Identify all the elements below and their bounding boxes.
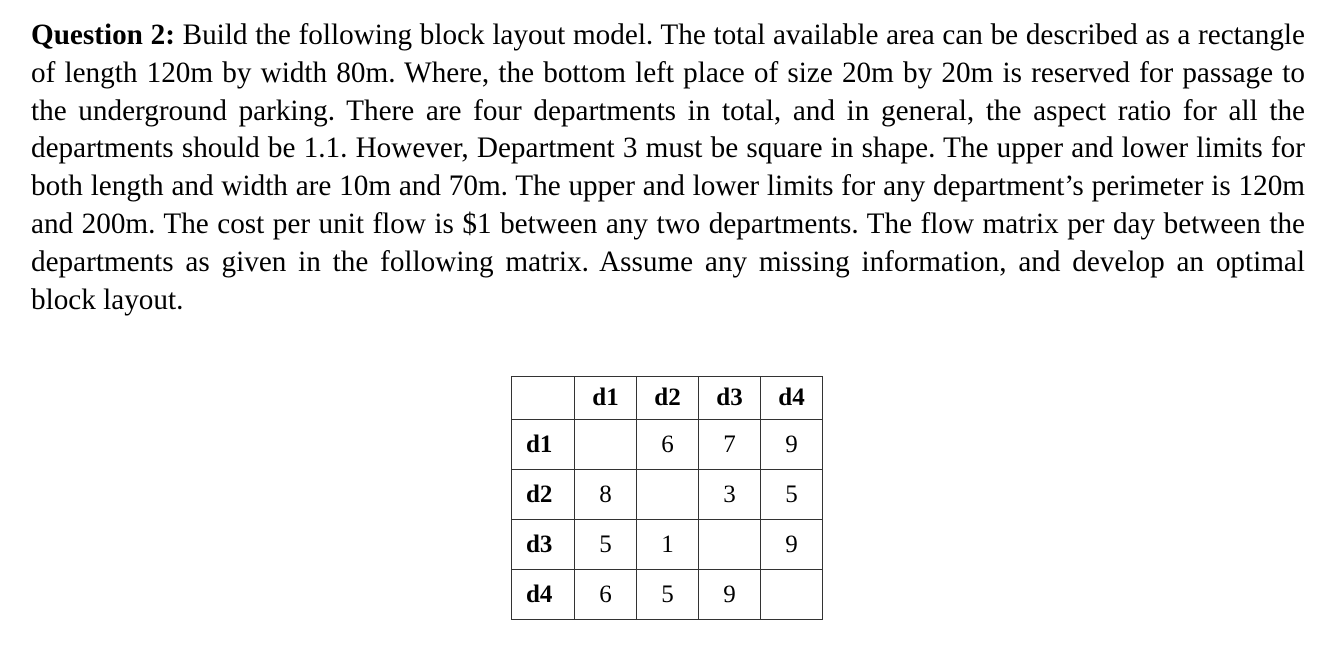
row-header-d3: d3 <box>512 520 575 570</box>
column-header-d2: d2 <box>637 377 699 420</box>
table-cell: 5 <box>637 570 699 620</box>
corner-cell <box>512 377 575 420</box>
table-cell: 8 <box>575 470 637 520</box>
column-header-d1: d1 <box>575 377 637 420</box>
flow-matrix-table <box>511 376 823 620</box>
table-cell <box>761 570 823 620</box>
table-cell: 5 <box>761 470 823 520</box>
table-cell: 5 <box>575 520 637 570</box>
table-cell <box>637 470 699 520</box>
table-cell: 6 <box>637 420 699 470</box>
table-cell: 9 <box>761 420 823 470</box>
question-paragraph <box>31 17 1305 319</box>
table-cell <box>575 420 637 470</box>
row-header-d2: d2 <box>512 470 575 520</box>
table-cell: 6 <box>575 570 637 620</box>
row-header-d4: d4 <box>512 570 575 620</box>
question-text: Build the following block layout model. The total available area can be described as a rectangle of length 120m by width 80m. Where, the bottom left place of size 20m by 20m is reserved for passage to the underground parking. There are four departments in total, and in general, the aspect ratio for all the departments should be 1.1. However, Department 3 must be square in shape. The upper and lower limits for both length and width are 10m and 70m. The upper and lower limits for any department’s perimeter is 120m and 200m. The cost per unit flow is $1 between any two departments. The flow matrix per day between the departments as given in the following matrix. Assume any missing information, and develop an optimal block layout. <box>31 19 1305 316</box>
table-header-row <box>512 377 823 420</box>
table-cell: 9 <box>761 520 823 570</box>
table-cell: 9 <box>699 570 761 620</box>
table-cell <box>699 520 761 570</box>
column-header-d3: d3 <box>699 377 761 420</box>
table-row <box>512 470 823 520</box>
table-cell: 7 <box>699 420 761 470</box>
column-header-d4: d4 <box>761 377 823 420</box>
row-header-d1: d1 <box>512 420 575 470</box>
table-row <box>512 520 823 570</box>
table-cell: 3 <box>699 470 761 520</box>
question-label: Question 2: <box>31 19 175 51</box>
table-row <box>512 570 823 620</box>
table-row <box>512 420 823 470</box>
table-cell: 1 <box>637 520 699 570</box>
